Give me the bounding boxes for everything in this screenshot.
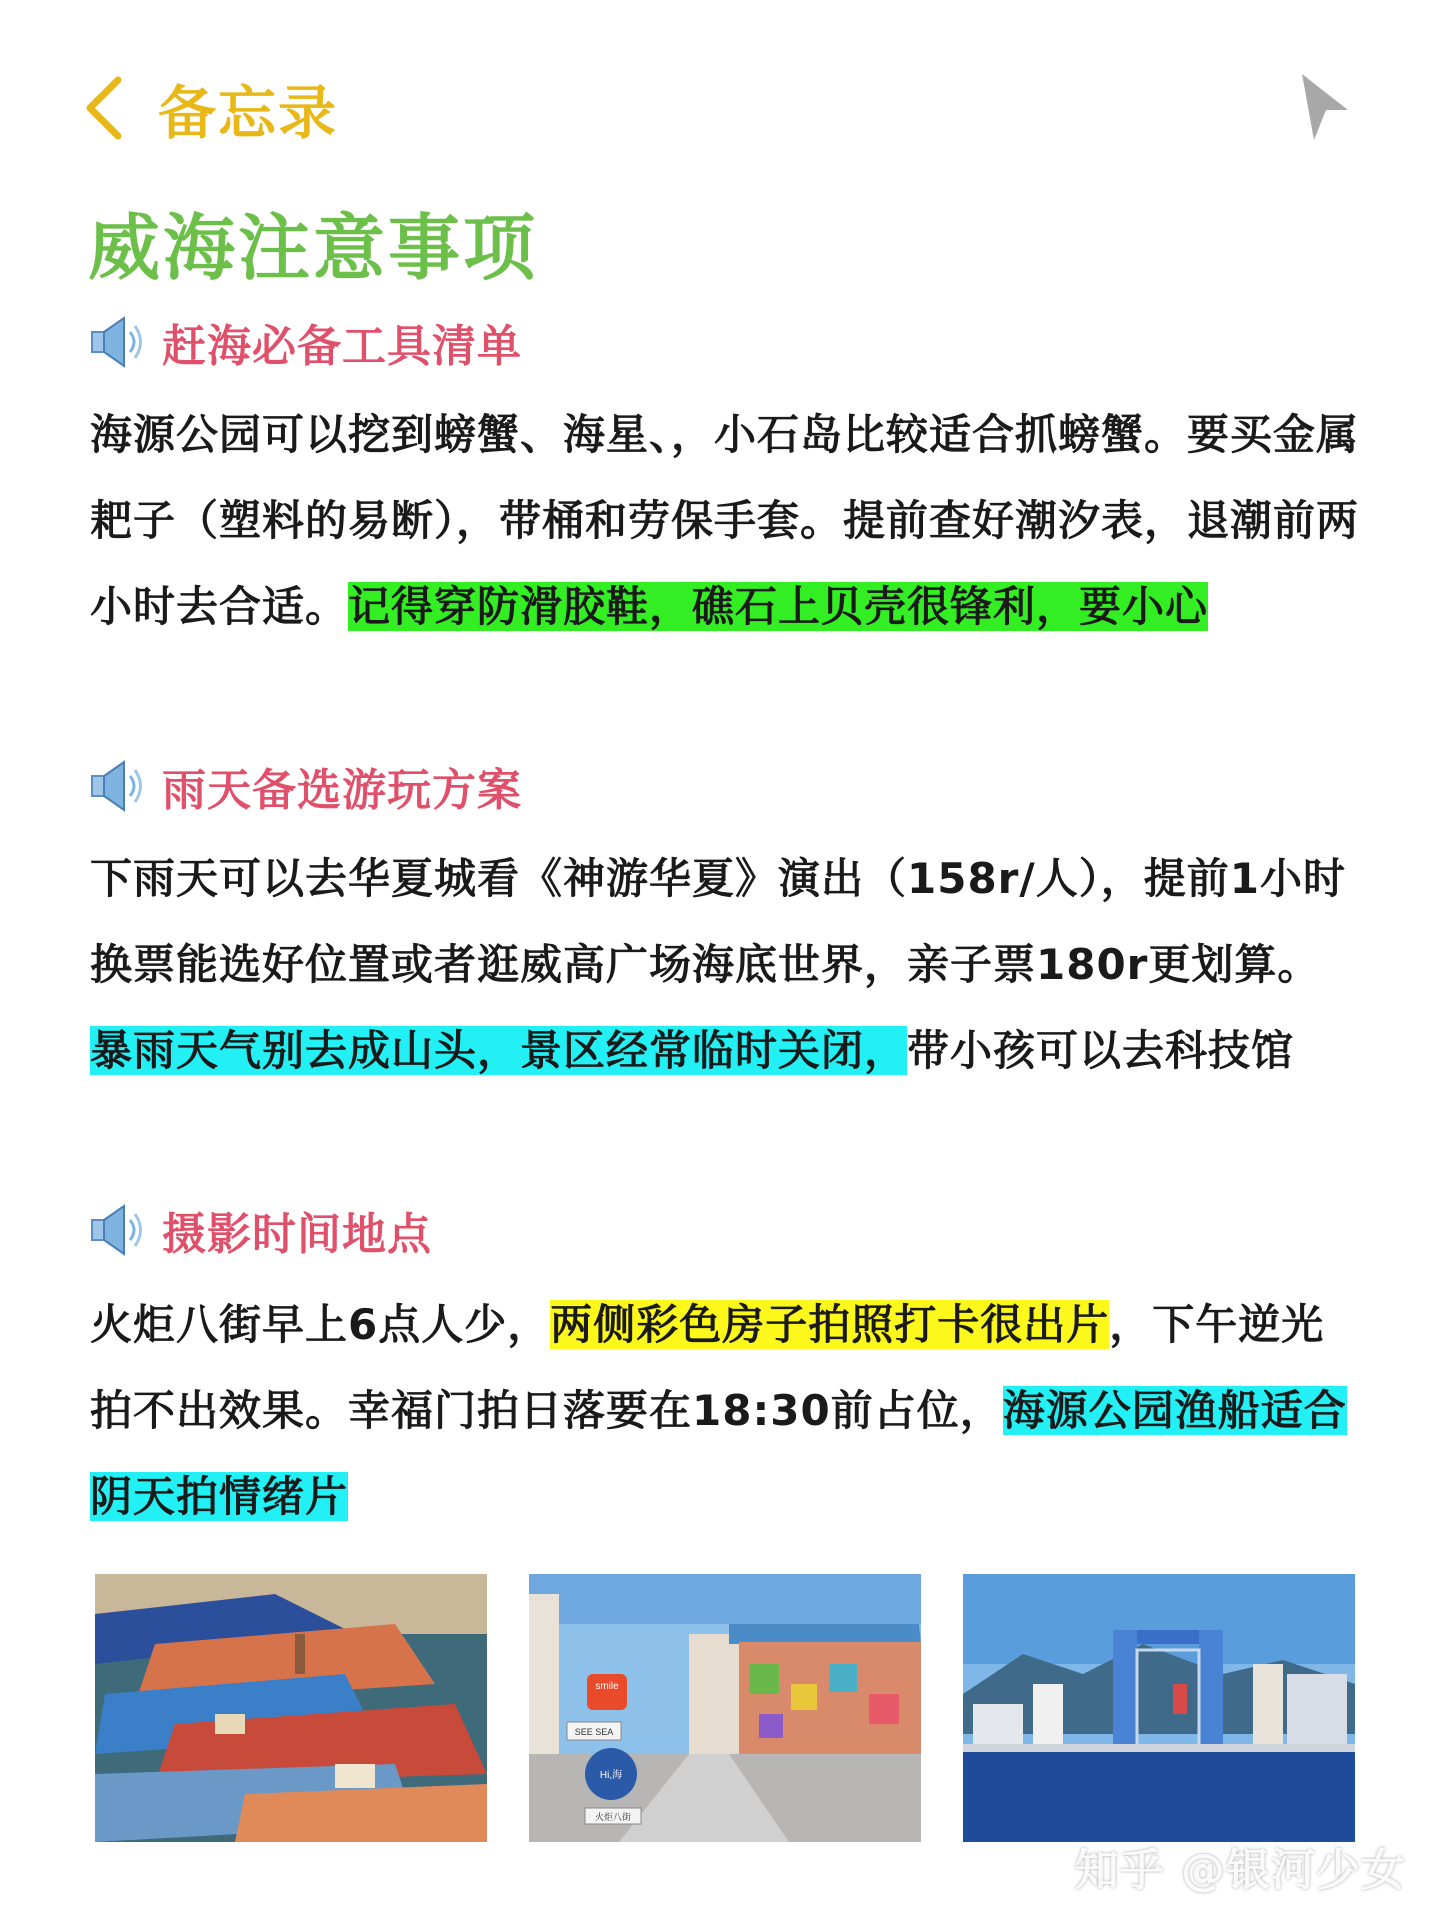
speaker-icon [88, 312, 150, 372]
body-text-middle: ，下午逆光拍不出效果。幸福门拍日落要在18:30前占位， [90, 1300, 1325, 1435]
section-heading-rainy [88, 754, 522, 818]
highlighted-tip-2: 海源公园渔船适合阴天拍情绪片 [90, 1386, 1347, 1521]
back-label: 备忘录 [158, 79, 339, 147]
body-text: 下雨天可以去华夏城看《神游华夏》演出（158r/人），提前1小时换票能选好位置或者逛威高广场海底世界，亲子票180r更划算。 [90, 854, 1346, 989]
sign-see-sea: SEE SEA [574, 1727, 614, 1737]
section-body-photo [90, 1282, 1360, 1540]
section-title: 雨天备选游玩方案 [162, 765, 522, 816]
section-heading-tools [88, 310, 522, 374]
section-title: 赶海必备工具清单 [162, 321, 522, 372]
sign-hi-sea: Hi,海 [599, 1770, 623, 1781]
back-button[interactable] [84, 66, 338, 150]
happiness-gate-photo[interactable] [963, 1574, 1355, 1842]
share-button[interactable] [1296, 70, 1356, 146]
colorful-houses-photo[interactable] [529, 1574, 921, 1842]
section-body-tools [90, 392, 1360, 650]
speaker-icon [88, 756, 150, 816]
section-body-rainy [90, 836, 1360, 1094]
sign-street: 火炬八街 [594, 1812, 632, 1822]
body-text-after: 带小孩可以去科技馆 [907, 1026, 1295, 1075]
page-title: 威海注意事项 [88, 206, 539, 290]
fishing-boats-photo[interactable] [95, 1574, 487, 1842]
body-text: 海源公园可以挖到螃蟹、海星、，小石岛比较适合抓螃蟹。要买金属耙子（塑料的易断），带桶和劳保手套。提前查好潮汐表，退潮前两小时去合适。 [90, 410, 1360, 631]
section-title: 摄影时间地点 [162, 1209, 432, 1260]
speaker-icon [88, 1200, 150, 1260]
top-bar [0, 60, 1440, 160]
highlighted-tip: 两侧彩色房子拍照打卡很出片 [550, 1300, 1110, 1349]
highlighted-tip: 记得穿防滑胶鞋，礁石上贝壳很锋利，要小心 [348, 582, 1209, 631]
section-heading-photo [88, 1198, 432, 1262]
share-arrow-icon [1296, 70, 1356, 146]
body-text: 火炬八街早上6点人少， [90, 1300, 551, 1349]
zhihu-watermark: 知乎 @银河少女 [1074, 1845, 1406, 1896]
highlighted-tip: 暴雨天气别去成山头，景区经常临时关闭， [90, 1026, 908, 1075]
sign-smile: smile [595, 1681, 619, 1692]
chevron-left-icon [84, 76, 124, 140]
